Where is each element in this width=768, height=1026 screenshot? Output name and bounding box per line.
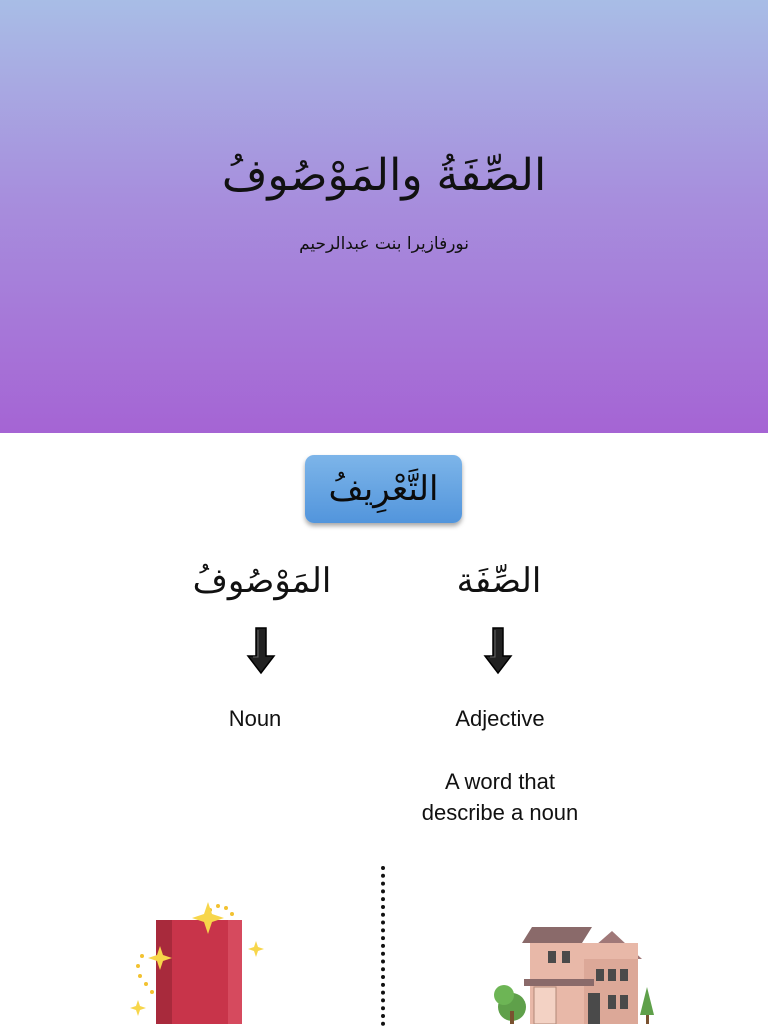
- heading-box: [305, 455, 462, 523]
- definition-slide: [0, 433, 768, 1024]
- title-slide: [0, 0, 768, 433]
- term-sifa: الصِّفَة: [456, 561, 542, 601]
- author-name: نورفازيرا بنت عبدالرحيم: [299, 234, 469, 254]
- down-arrow-icon: [245, 626, 277, 676]
- label-noun: Noun: [228, 706, 282, 731]
- down-arrow-icon: [482, 626, 514, 676]
- sparkly-book-icon: [128, 896, 268, 1024]
- heading-text: التَّعْرِيفُ: [328, 469, 439, 509]
- description-line: describe a noun: [421, 800, 579, 825]
- adjective-description: [380, 766, 620, 828]
- label-adjective: Adjective: [455, 706, 545, 731]
- description-line: A word that: [444, 769, 556, 794]
- dotted-divider: [381, 866, 385, 1026]
- term-mawsuf: المَوْصُوفُ: [192, 561, 332, 601]
- slide-title: الصِّفَةُ والمَوْصُوفُ: [221, 150, 547, 201]
- house-icon: [492, 915, 662, 1024]
